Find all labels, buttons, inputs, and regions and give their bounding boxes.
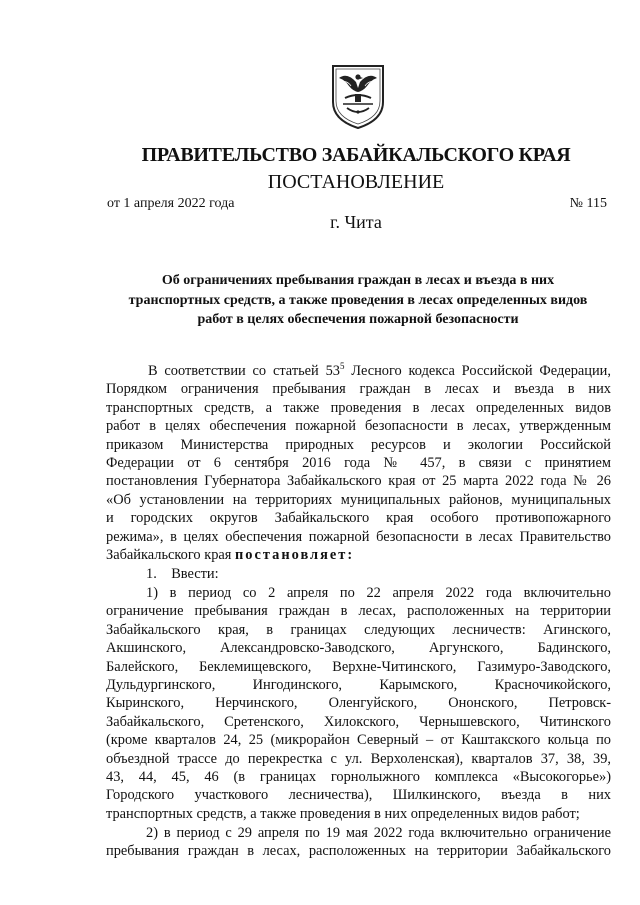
item-1-number: 1. [146,566,157,582]
subitem-line: Забайкальского края, в границах следующих лесничеств: Агинского, [106,621,611,638]
preamble-line: транспортных средств, а также проведения в лесах определенных видов [106,399,611,416]
subitem-line: пребывания граждан в лесах, расположенных на территории Забайкальского [106,843,611,860]
subitem-2 [106,824,611,861]
preamble-line [106,546,611,564]
resolves-keyword: постановляет: [235,546,355,563]
preamble-text: Лесного кодекса Российской Федерации, [344,363,611,379]
document-number: № 115 [569,196,607,211]
preamble-line: «Об установлении на территориях муниципальных районов, муниципальных [106,491,611,508]
item-1-text: Ввести: [171,566,219,582]
item-1-line [106,565,611,583]
preamble-paragraph [106,362,611,564]
document-city: г. Чита [330,212,382,232]
subitem-line: Балейского, Беклемищевского, Верхне-Читинского, Газимуро-Заводского, [106,658,611,675]
preamble-line: приказом Министерства природных ресурсов и экологии Российской [106,436,611,453]
heading-line: работ в целях обеспечения пожарной безопасности [197,312,519,327]
subitem-line: Дульдургинского, Ингодинского, Карымского, Красночикойского, [106,676,611,693]
subitem-line: 2) в период с 29 апреля по 19 мая 2022 года включительно ограничение [146,825,611,841]
item-1 [106,565,611,583]
subitem-line: (кроме кварталов 24, 25 (микрорайон Северный – от Каштакского кольца по [106,732,611,749]
subitem-1 [106,584,611,823]
preamble-line: и городских округов Забайкальского края особого противопожарного [106,510,611,527]
preamble-line: Порядком ограничения пребывания граждан в лесах и въезда в них [106,381,611,398]
document-heading [105,271,611,330]
document-date: от 1 апреля 2022 года [107,196,235,211]
subitem-line: 1) в период со 2 апреля по 22 апреля 2022 года включительно [146,585,611,601]
subitem-line: Забайкальского, Сретенского, Хилокского, Чернышевского, Читинского [106,713,611,730]
preamble-text: Забайкальского края [106,546,236,563]
preamble-line: Федерации от 6 сентября 2016 года № 457, в связи с принятием [106,454,611,471]
heading-line: Об ограничениях пребывания граждан в лесах и въезда в них [161,273,555,288]
organization-title: ПРАВИТЕЛЬСТВО ЗАБАЙКАЛЬСКОГО КРАЯ [141,144,571,166]
subitem-line: 43, 44, 45, 46 (в границах горнолыжного комплекса «Высокогорье») [106,768,611,785]
document-type: ПОСТАНОВЛЕНИЕ [267,171,445,193]
preamble-line: режима», в целях обеспечения пожарной безопасности в лесах Правительство [106,528,611,545]
preamble-line: работ в целях обеспечения пожарной безопасности в лесах, утвержденным [106,418,611,435]
subitem-line: Городского участкового лесничества), Шилкинского, въезда в них [106,787,611,804]
subitem-line: объездной трассе до перекрестка с ул. Верхоленская), кварталов 37, 38, 39, [106,750,611,767]
subitem-line: ограничение пребывания граждан в лесах, расположенных на территории [106,603,611,620]
heading-line: транспортных средств, а также проведения в лесах определенных видов [128,292,588,308]
subitem-line: транспортных средств, а также проведения в них определенных видов работ; [106,805,580,822]
preamble-text: В соответствии со статьей 53 [148,363,340,379]
subitem-line: Кыринского, Нерчинского, Оленгуйского, Ононского, Петровск- [106,695,611,712]
preamble-line: постановления Губернатора Забайкальского края от 25 марта 2022 года № 26 [106,473,611,490]
subitem-line: Акшинского, Александровско-Заводского, Аргунского, Бадинского, [106,640,611,657]
coat-of-arms-emblem [325,58,391,130]
preamble-line [106,362,611,380]
article-superscript: 5 [339,361,345,372]
